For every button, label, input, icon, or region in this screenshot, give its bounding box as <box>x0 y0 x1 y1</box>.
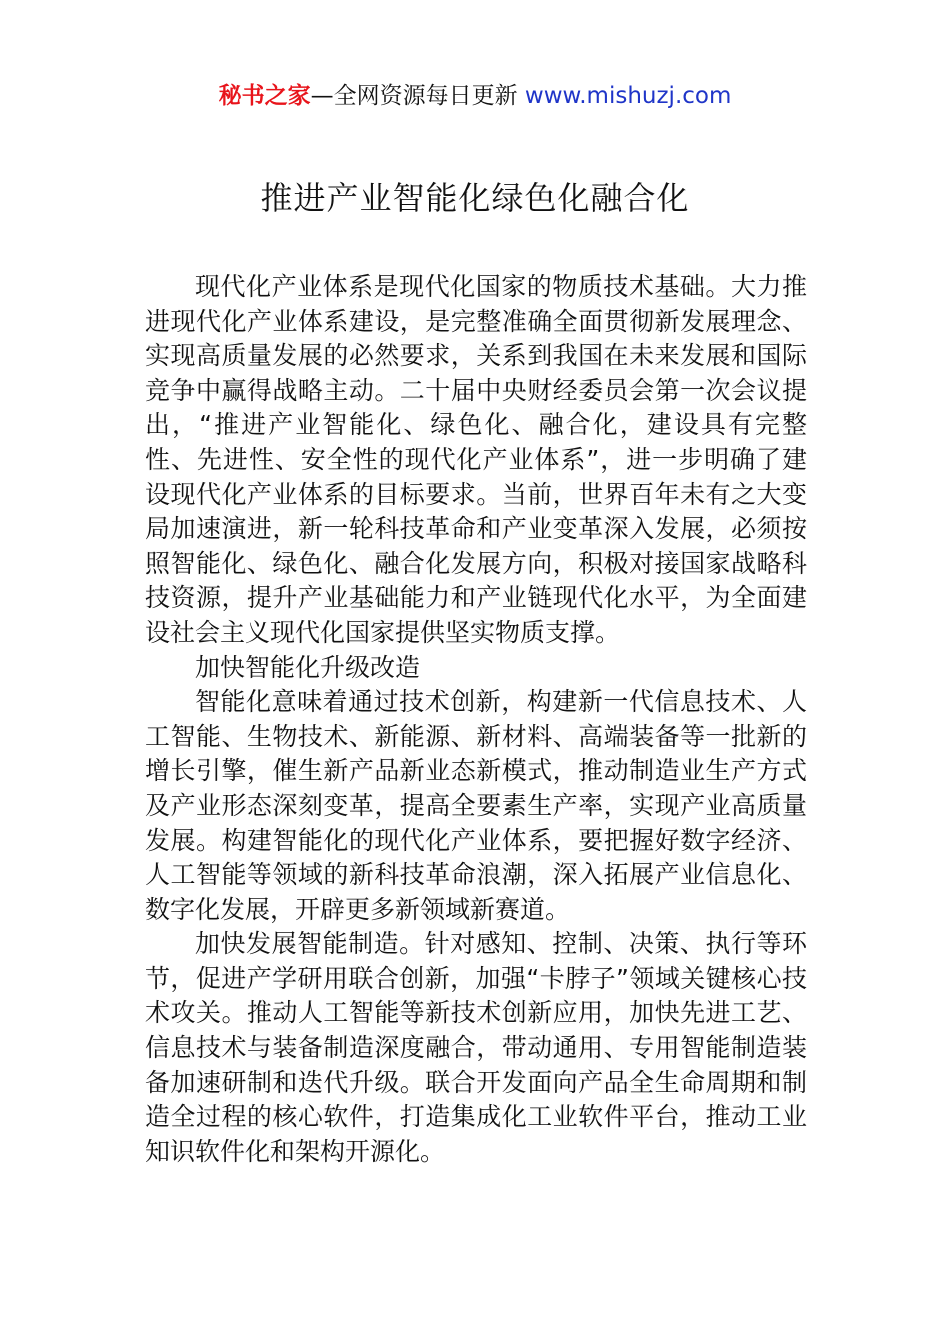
paragraph-smart-manufacturing: 加快发展智能制造。针对感知、控制、决策、执行等环节，促进产学研用联合创新，加强“卡脖子”领域关键核心技术攻关。推动人工智能等新技术创新应用，加快先进工艺、信息技术与装备制造深度融合，带动通用、专用智能制造装备加速研制和迭代升级。联合开发面向产品全生命周期和制造全过程的核心软件，打造集成化工业软件平台，推动工业知识软件化和架构开源化。 <box>145 929 807 1166</box>
document-body <box>145 270 807 1169</box>
site-header <box>0 80 950 112</box>
site-tagline: —全网资源每日更新 <box>310 83 525 109</box>
document-title: 推进产业智能化绿色化融合化 <box>260 179 690 217</box>
section-heading: 加快智能化升级改造 <box>195 652 421 682</box>
paragraph-intro: 现代化产业体系是现代化国家的物质技术基础。大力推进现代化产业体系建设，是完整准确全面贯彻新发展理念、实现高质量发展的必然要求，关系到我国在未来发展和国际竞争中赢得战略主动。二十届中央财经委员会第一次会议提出，“推进产业智能化、绿色化、融合化，建设具有完整性、先进性、安全性的现代化产业体系”，进一步明确了建设现代化产业体系的目标要求。当前，世界百年未有之大变局加速演进，新一轮科技革命和产业变革深入发展，必须按照智能化、绿色化、融合化发展方向，积极对接国家战略科技资源，提升产业基础能力和产业链现代化水平，为全面建设社会主义现代化国家提供坚实物质支撑。 <box>145 272 807 647</box>
site-brand: 秘书之家 <box>218 83 311 109</box>
site-url-link[interactable]: www.mishuzj.com <box>524 83 732 109</box>
paragraph-intelligent: 智能化意味着通过技术创新，构建新一代信息技术、人工智能、生物技术、新能源、新材料、高端装备等一批新的增长引擎，催生新产品新业态新模式，推动制造业生产方式及产业形态深刻变革，提高全要素生产率，实现产业高质量发展。构建智能化的现代化产业体系，要把握好数字经济、人工智能等领域的新科技革命浪潮，深入拓展产业信息化、数字化发展，开辟更多新领域新赛道。 <box>145 687 807 924</box>
